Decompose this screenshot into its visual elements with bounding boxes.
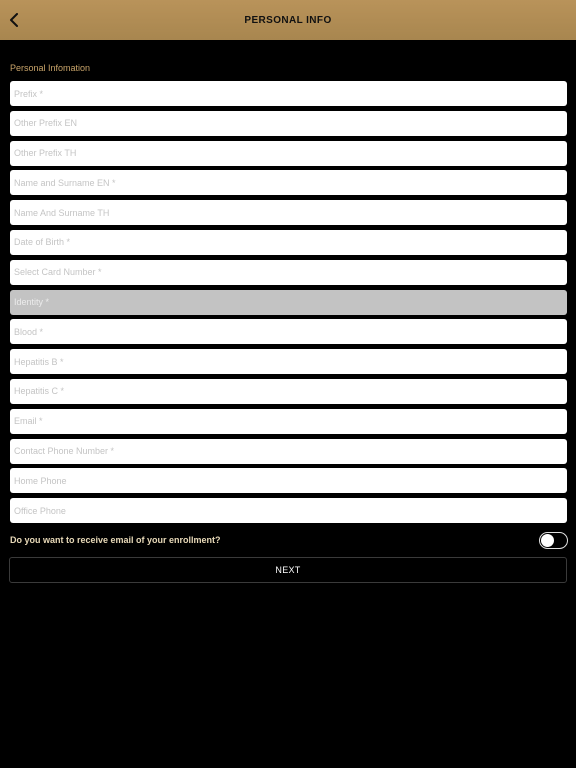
hepatitis-c-field[interactable] xyxy=(10,379,567,404)
page-title: PERSONAL INFO xyxy=(244,14,332,26)
hepatitis-b-field[interactable] xyxy=(10,349,567,374)
card-number-select[interactable] xyxy=(10,260,567,285)
email-enrollment-toggle[interactable] xyxy=(539,532,568,549)
prefix-field[interactable] xyxy=(10,81,567,106)
contact-phone-field[interactable] xyxy=(10,439,567,464)
other-prefix-en-field[interactable] xyxy=(10,111,567,136)
home-phone-field[interactable] xyxy=(10,468,567,493)
back-button[interactable] xyxy=(4,10,24,30)
personal-info-form xyxy=(10,81,567,528)
next-button[interactable]: NEXT xyxy=(9,557,567,583)
toggle-knob xyxy=(541,534,554,547)
email-enrollment-question: Do you want to receive email of your enrollment? xyxy=(10,535,221,545)
office-phone-field[interactable] xyxy=(10,498,567,523)
section-title: Personal Infomation xyxy=(10,63,91,73)
navigation-bar xyxy=(0,0,576,40)
email-enrollment-row xyxy=(10,530,568,550)
chevron-left-icon xyxy=(9,13,19,27)
other-prefix-th-field[interactable] xyxy=(10,141,567,166)
name-surname-en-field[interactable] xyxy=(10,170,567,195)
identity-field xyxy=(10,290,567,315)
email-field[interactable] xyxy=(10,409,567,434)
name-surname-th-field[interactable] xyxy=(10,200,567,225)
date-of-birth-field[interactable] xyxy=(10,230,567,255)
blood-field[interactable] xyxy=(10,319,567,344)
